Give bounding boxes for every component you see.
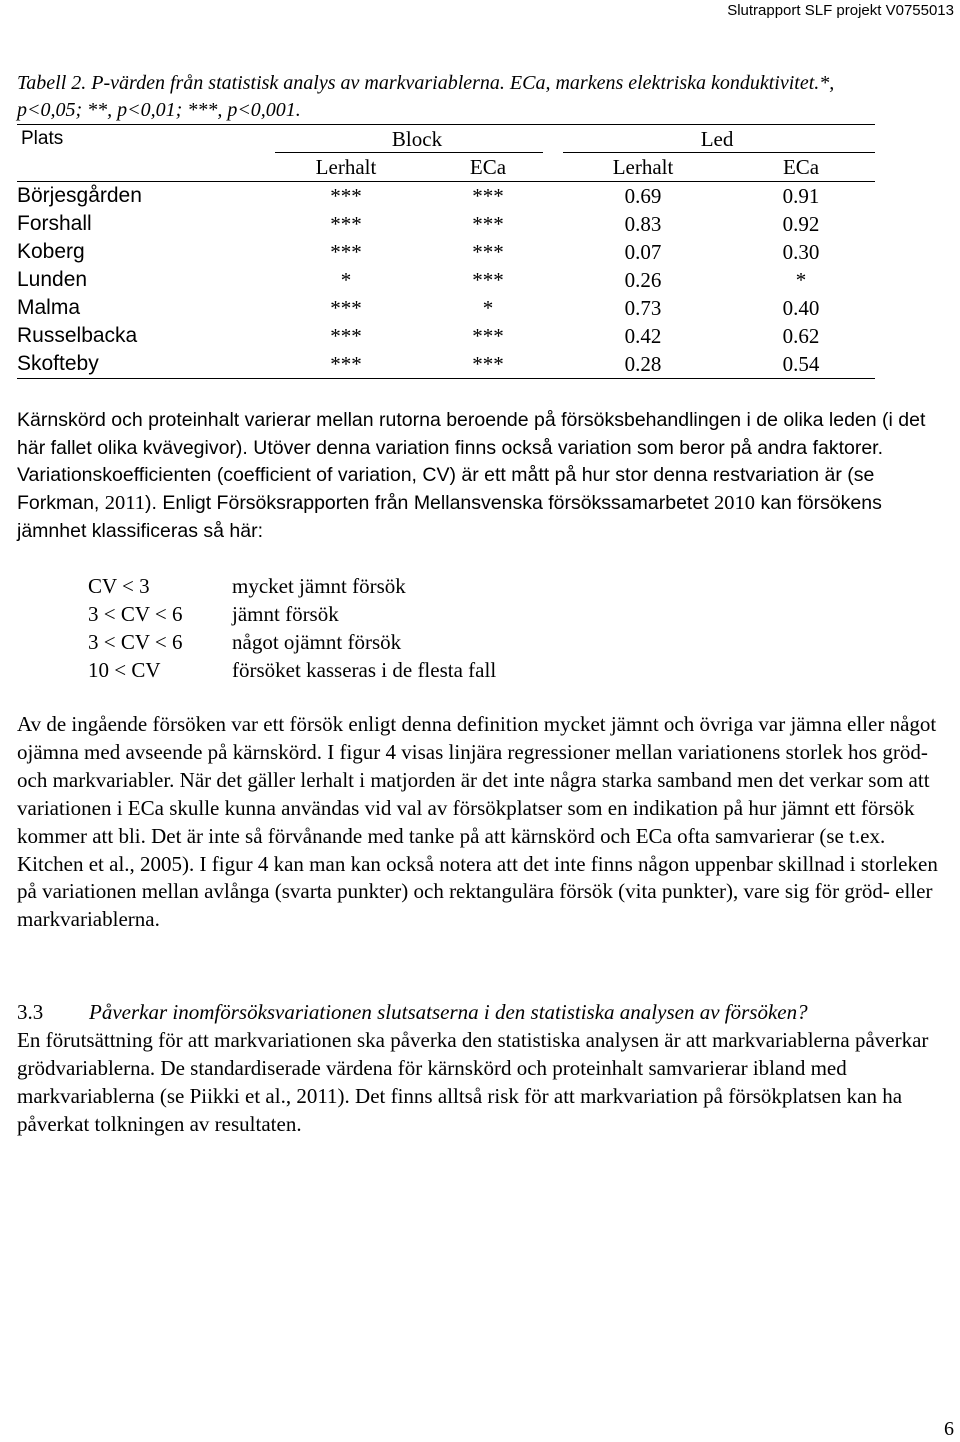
cell-block-eca: ***: [472, 184, 504, 208]
cell-led-lerhalt: 0.83: [624, 212, 662, 236]
cv-range: 3 < CV < 6: [88, 602, 183, 626]
cell-block-eca: ***: [472, 352, 504, 376]
cv-range: 10 < CV: [88, 658, 161, 682]
paragraph-variation: [17, 407, 947, 546]
led-group-rule: [563, 152, 875, 153]
report-header: Slutrapport SLF projekt V0755013: [727, 2, 954, 19]
cv-label: försöket kasseras i de flesta fall: [232, 658, 497, 682]
section-heading: [17, 998, 808, 1026]
cell-led-eca: 0.40: [782, 296, 820, 320]
cell-block-lerhalt: ***: [330, 240, 362, 264]
list-item: [88, 656, 496, 684]
cell-led-eca: *: [795, 268, 807, 292]
cell-led-eca: 0.92: [782, 212, 820, 236]
cell-site: Malma: [17, 296, 81, 319]
cv-classification-list: [88, 572, 496, 684]
cell-block-eca: *: [482, 296, 494, 320]
cell-led-lerhalt: 0.69: [624, 184, 662, 208]
cell-site: Lunden: [17, 268, 88, 291]
paragraph-variation-text-3: kan försökens jämnhet klassificeras så här:: [17, 492, 882, 542]
col-group-led-label: Led: [700, 127, 734, 151]
col-group-block-label: Block: [391, 127, 443, 151]
cv-label: något ojämnt försök: [232, 630, 402, 654]
cell-led-lerhalt: 0.26: [624, 268, 662, 292]
cell-led-lerhalt: 0.73: [624, 296, 662, 320]
col-header-plats: Plats: [21, 128, 64, 149]
p-value-table: [17, 124, 875, 379]
cell-block-eca: ***: [472, 324, 504, 348]
cv-label: jämnt försök: [232, 602, 339, 626]
cell-block-lerhalt: ***: [330, 352, 362, 376]
table-caption: Tabell 2. P-värden från statistisk analys av markvariablerna. ECa, markens elektriska konduktivitet.*, p<0,05; **, p<0,01; ***, p<0,001.: [17, 72, 835, 121]
table-row: [17, 266, 875, 294]
section-number: 3.3: [17, 1000, 44, 1024]
cell-block-lerhalt: ***: [330, 184, 362, 208]
col-header-block-eca: ECa: [469, 155, 507, 179]
col-header-empty: [17, 153, 275, 182]
col-group-block: [275, 125, 559, 154]
cell-led-lerhalt: 0.42: [624, 324, 662, 348]
cell-led-lerhalt: 0.07: [624, 240, 662, 264]
table-row: [17, 238, 875, 266]
cell-led-eca: 0.30: [782, 240, 820, 264]
cell-site: Skofteby: [17, 352, 99, 375]
paragraph-conclusion: En förutsättning för att markvariationen ska påverka den statistiska analysen är att markvariablerna påverkar grödvariablerna. De standardiserade värdena för kärnskörd och proteinhalt samvarierar ibland med markvariablerna (se Piikki et al., 2011). Det finns alltså risk för att markvariation på försökplatsen kan ha påverkat tolkningen av resultaten.: [17, 1028, 929, 1136]
col-header-block-lerhalt: Lerhalt: [315, 155, 377, 179]
col-header-led-lerhalt: Lerhalt: [612, 155, 674, 179]
cell-block-lerhalt: ***: [330, 212, 362, 236]
table-group-header-row: [17, 125, 875, 154]
cell-led-eca: 0.54: [782, 352, 820, 376]
cv-range: CV < 3: [88, 574, 150, 598]
list-item: [88, 600, 496, 628]
page-number: 6: [944, 1418, 954, 1440]
section-title: Påverkar inomförsöksvariationen slutsatserna i den statistiska analysen av försöken?: [89, 1000, 808, 1024]
paragraph-variation-text-1: Kärnskörd och proteinhalt varierar mellan rutorna beroende på försöksbehandlingen i de olika leden (i det här fallet olika kvävegivor). Utöver denna variation finns också variation som beror på andra faktorer. Variationskoefficienten (coefficient of variation, CV) är ett mått på hur stor denna restvariation är (se Forkman,: [17, 409, 926, 515]
cell-site: Koberg: [17, 240, 85, 263]
table-row: [17, 322, 875, 350]
table-row: [17, 350, 875, 379]
cell-site: Börjesgården: [17, 184, 142, 207]
cell-block-lerhalt: ***: [330, 296, 362, 320]
cell-site: Russelbacka: [17, 324, 138, 347]
col-group-led: [559, 125, 875, 154]
cell-block-lerhalt: *: [340, 268, 352, 292]
col-header-led-eca: ECa: [782, 155, 820, 179]
paragraph-variation-text-2: ). Enligt Försöksrapporten från Mellansvenska försökssamarbetet: [145, 492, 715, 515]
table-row: [17, 210, 875, 238]
list-item: [88, 572, 496, 600]
cell-block-eca: ***: [472, 212, 504, 236]
paragraph-variation-year-2: 2010: [714, 492, 756, 515]
paragraph-variation-year: 2011: [104, 492, 146, 515]
cell-led-lerhalt: 0.28: [624, 352, 662, 376]
cell-block-eca: ***: [472, 240, 504, 264]
table-row: [17, 182, 875, 211]
cell-block-lerhalt: ***: [330, 324, 362, 348]
cell-block-eca: ***: [472, 268, 504, 292]
cv-range: 3 < CV < 6: [88, 630, 183, 654]
table-sub-header-row: [17, 153, 875, 182]
table-row: [17, 294, 875, 322]
cell-led-eca: 0.62: [782, 324, 820, 348]
block-group-rule: [275, 152, 543, 153]
cell-site: Forshall: [17, 212, 92, 235]
paragraph-regression: Av de ingående försöken var ett försök enligt denna definition mycket jämnt och övriga var jämna eller något ojämna med avseende på kärnskörd. I figur 4 visas linjära regressioner mellan variationens storlek hos gröd- och markvariabler. När det gäller lerhalt i matjorden är det inte några starka samband men det verkar som att variationen i ECa skulle kunna användas vid val av försökplatser som en indikation på hur jämnt ett försök kommer att bli. Det är inte så förvånande med tanke på att kärnskörd och ECa ofta samvarierar (se t.ex. Kitchen et al., 2005). I figur 4 kan man kan också notera att det inte finns någon uppenbar skillnad i storleken på variationen mellan avlånga (svarta punkter) och rektangulära försök (vita punkter), vare sig för gröd- eller markvariablerna.: [17, 712, 938, 932]
cell-led-eca: 0.91: [782, 184, 820, 208]
list-item: [88, 628, 496, 656]
cv-label: mycket jämnt försök: [232, 574, 406, 598]
